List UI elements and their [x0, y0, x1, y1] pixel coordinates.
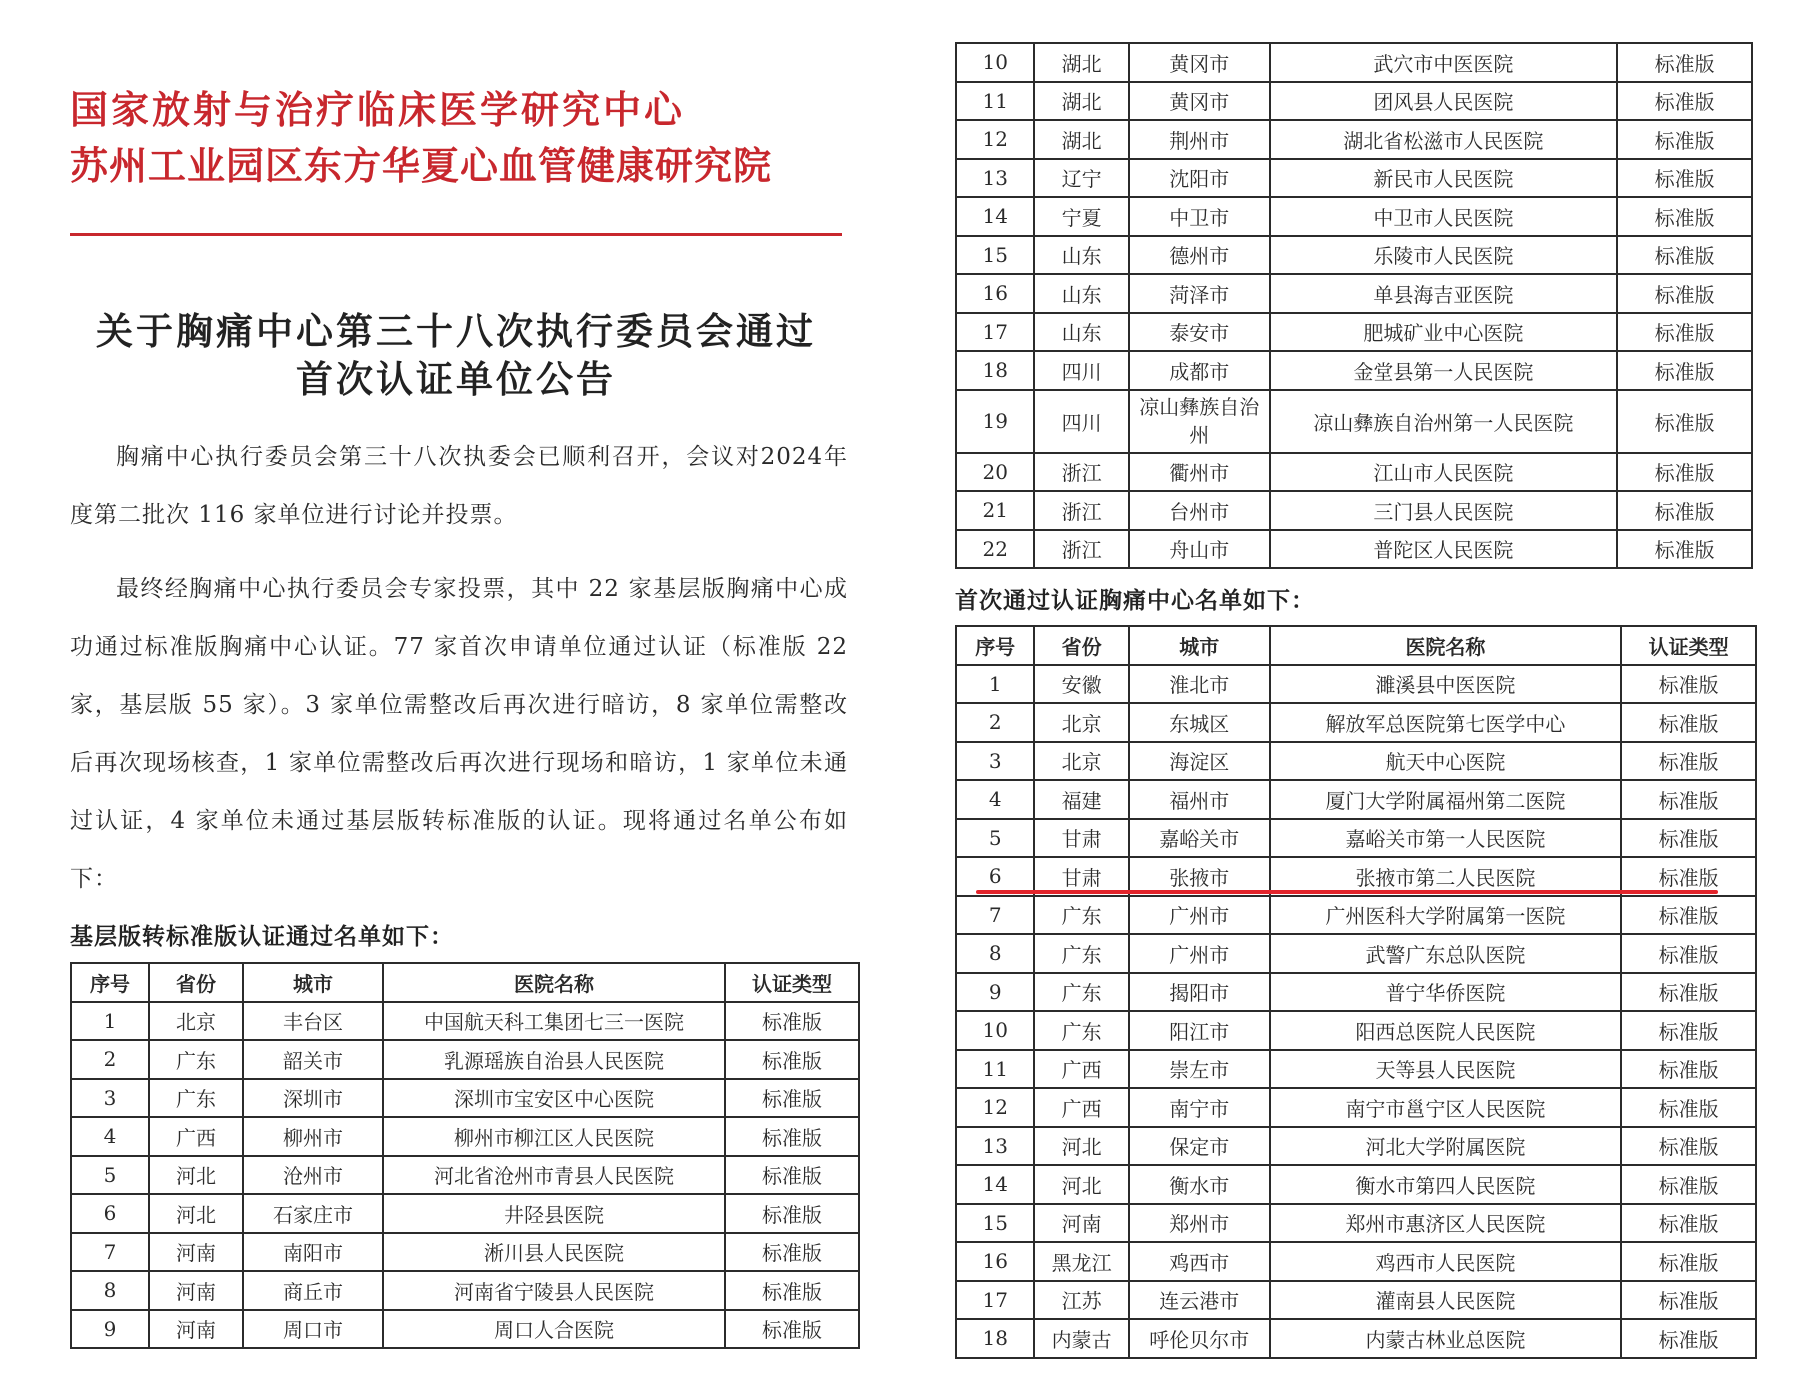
cell-city: 德州市 [1129, 236, 1270, 275]
cell-hospital: 团风县人民医院 [1270, 82, 1618, 121]
cell-type: 标准版 [1617, 351, 1752, 390]
cell-type: 标准版 [1621, 1011, 1756, 1050]
cell-type: 标准版 [1621, 742, 1756, 781]
cell-city: 呼伦贝尔市 [1129, 1319, 1270, 1358]
table-row [956, 973, 1756, 1012]
org-name-line-2: 苏州工业园区东方华夏心血管健康研究院 [70, 143, 773, 188]
cell-city: 衢州市 [1129, 453, 1270, 492]
header-province: 省份 [149, 963, 243, 1002]
cell-type: 标准版 [725, 1040, 859, 1079]
cell-province: 广西 [1034, 1050, 1128, 1089]
cell-province: 湖北 [1034, 120, 1128, 159]
cell-hospital: 柳州市柳江区人民医院 [383, 1117, 725, 1156]
table-row [956, 120, 1752, 159]
cell-hospital: 单县海吉亚医院 [1270, 274, 1618, 313]
cell-hospital: 武穴市中医医院 [1270, 43, 1618, 82]
cell-no: 10 [956, 1011, 1034, 1050]
cell-hospital: 郑州市惠济区人民医院 [1270, 1204, 1622, 1243]
table-row [956, 1165, 1756, 1204]
table-row [956, 780, 1756, 819]
cell-no: 18 [956, 351, 1034, 390]
cell-no: 12 [956, 120, 1034, 159]
cell-no: 3 [956, 742, 1034, 781]
cell-city: 嘉峪关市 [1129, 819, 1270, 858]
cell-hospital: 河南省宁陵县人民医院 [383, 1271, 725, 1310]
cell-type: 标准版 [1617, 313, 1752, 352]
cell-no: 6 [71, 1194, 149, 1233]
cell-hospital: 普陀区人民医院 [1270, 530, 1618, 569]
cell-city: 丰台区 [243, 1002, 383, 1041]
cell-province: 广西 [149, 1117, 243, 1156]
cell-hospital: 河北省沧州市青县人民医院 [383, 1156, 725, 1195]
header-no: 序号 [71, 963, 149, 1002]
table-row [71, 1117, 859, 1156]
cell-province: 河北 [1034, 1127, 1128, 1166]
table-row [71, 1079, 859, 1118]
cell-hospital: 中国航天科工集团七三一医院 [383, 1002, 725, 1041]
cell-type: 标准版 [1621, 896, 1756, 935]
cell-province: 甘肃 [1034, 819, 1128, 858]
cell-type: 标准版 [1621, 857, 1756, 896]
cell-hospital: 河北大学附属医院 [1270, 1127, 1622, 1166]
cell-province: 河北 [149, 1156, 243, 1195]
cell-province: 甘肃 [1034, 857, 1128, 896]
table-row [956, 1088, 1756, 1127]
cell-type: 标准版 [1617, 236, 1752, 275]
red-highlight-underline [976, 890, 1718, 894]
table-row [956, 43, 1752, 82]
first-certification-table [955, 625, 1757, 1359]
header-no: 序号 [956, 626, 1034, 665]
cell-city: 南宁市 [1129, 1088, 1270, 1127]
cell-hospital: 乳源瑶族自治县人民医院 [383, 1040, 725, 1079]
cell-no: 16 [956, 1242, 1034, 1281]
cell-no: 9 [956, 973, 1034, 1012]
cell-city: 阳江市 [1129, 1011, 1270, 1050]
cell-type: 标准版 [725, 1117, 859, 1156]
cell-city: 张掖市 [1129, 857, 1270, 896]
cell-city: 淮北市 [1129, 665, 1270, 704]
cell-type: 标准版 [725, 1310, 859, 1349]
cell-city: 商丘市 [243, 1271, 383, 1310]
cell-hospital: 普宁华侨医院 [1270, 973, 1622, 1012]
cell-hospital: 深圳市宝安区中心医院 [383, 1079, 725, 1118]
cell-province: 北京 [1034, 703, 1128, 742]
cell-hospital: 湖北省松滋市人民医院 [1270, 120, 1618, 159]
cell-no: 16 [956, 274, 1034, 313]
cell-hospital: 井陉县医院 [383, 1194, 725, 1233]
cell-no: 1 [71, 1002, 149, 1041]
cell-province: 湖北 [1034, 82, 1128, 121]
table-row [71, 1233, 859, 1272]
cell-hospital: 中卫市人民医院 [1270, 197, 1618, 236]
cell-hospital: 淅川县人民医院 [383, 1233, 725, 1272]
cell-type: 标准版 [1617, 43, 1752, 82]
cell-province: 河南 [149, 1310, 243, 1349]
cell-city: 揭阳市 [1129, 973, 1270, 1012]
document-title-line-1: 关于胸痛中心第三十八次执行委员会通过 [96, 310, 816, 353]
cell-no: 18 [956, 1319, 1034, 1358]
cell-province: 北京 [149, 1002, 243, 1041]
cell-type: 标准版 [1617, 82, 1752, 121]
cell-province: 广东 [1034, 1011, 1128, 1050]
cell-type: 标准版 [1621, 973, 1756, 1012]
cell-no: 22 [956, 530, 1034, 569]
cell-province: 四川 [1034, 390, 1128, 453]
table-row [956, 742, 1756, 781]
table-row [956, 390, 1752, 453]
cell-type: 标准版 [1621, 703, 1756, 742]
table-row [956, 1204, 1756, 1243]
cell-city: 南阳市 [243, 1233, 383, 1272]
cell-city: 黄冈市 [1129, 82, 1270, 121]
header-hospital: 医院名称 [1270, 626, 1622, 665]
cell-province: 广东 [1034, 973, 1128, 1012]
cell-hospital: 张掖市第二人民医院 [1270, 857, 1622, 896]
cell-city: 菏泽市 [1129, 274, 1270, 313]
cell-province: 广东 [149, 1040, 243, 1079]
cell-hospital: 金堂县第一人民医院 [1270, 351, 1618, 390]
cell-type: 标准版 [725, 1233, 859, 1272]
header-type: 认证类型 [1621, 626, 1756, 665]
cell-type: 标准版 [1617, 530, 1752, 569]
cell-city: 台州市 [1129, 491, 1270, 530]
table-row [956, 934, 1756, 973]
cell-city: 沧州市 [243, 1156, 383, 1195]
header-divider [70, 233, 842, 236]
cell-no: 1 [956, 665, 1034, 704]
table-row [956, 313, 1752, 352]
upgrade-list-table-continued [955, 42, 1753, 569]
cell-no: 11 [956, 82, 1034, 121]
cell-type: 标准版 [1621, 1204, 1756, 1243]
table-row [956, 1011, 1756, 1050]
cell-hospital: 嘉峪关市第一人民医院 [1270, 819, 1622, 858]
cell-no: 13 [956, 159, 1034, 198]
cell-no: 21 [956, 491, 1034, 530]
cell-type: 标准版 [725, 1002, 859, 1041]
cell-type: 标准版 [725, 1156, 859, 1195]
upgrade-list-table [70, 962, 860, 1349]
cell-city: 广州市 [1129, 934, 1270, 973]
cell-no: 14 [956, 1165, 1034, 1204]
cell-city: 连云港市 [1129, 1281, 1270, 1320]
cell-province: 内蒙古 [1034, 1319, 1128, 1358]
cell-no: 17 [956, 313, 1034, 352]
cell-type: 标准版 [1621, 1281, 1756, 1320]
cell-type: 标准版 [1617, 453, 1752, 492]
cell-city: 韶关市 [243, 1040, 383, 1079]
cell-type: 标准版 [1621, 780, 1756, 819]
cell-no: 15 [956, 1204, 1034, 1243]
cell-hospital: 鸡西市人民医院 [1270, 1242, 1622, 1281]
cell-hospital: 乐陵市人民医院 [1270, 236, 1618, 275]
cell-city: 荆州市 [1129, 120, 1270, 159]
cell-hospital: 内蒙古林业总医院 [1270, 1319, 1622, 1358]
cell-province: 北京 [1034, 742, 1128, 781]
header-province: 省份 [1034, 626, 1128, 665]
cell-province: 浙江 [1034, 491, 1128, 530]
cell-hospital: 肥城矿业中心医院 [1270, 313, 1618, 352]
cell-province: 宁夏 [1034, 197, 1128, 236]
cell-province: 广东 [1034, 934, 1128, 973]
table-row [956, 351, 1752, 390]
table-row [956, 159, 1752, 198]
cell-no: 2 [71, 1040, 149, 1079]
cell-type: 标准版 [1621, 934, 1756, 973]
cell-city: 深圳市 [243, 1079, 383, 1118]
table-row [956, 1242, 1756, 1281]
cell-city: 成都市 [1129, 351, 1270, 390]
table-row [956, 1050, 1756, 1089]
cell-type: 标准版 [725, 1194, 859, 1233]
table-row [71, 1194, 859, 1233]
document-title [70, 308, 842, 404]
cell-type: 标准版 [1621, 665, 1756, 704]
table-row [956, 703, 1756, 742]
cell-no: 4 [71, 1117, 149, 1156]
table-row [71, 1156, 859, 1195]
header-city: 城市 [1129, 626, 1270, 665]
cell-province: 江苏 [1034, 1281, 1128, 1320]
cell-no: 12 [956, 1088, 1034, 1127]
cell-province: 河南 [149, 1233, 243, 1272]
cell-hospital: 新民市人民医院 [1270, 159, 1618, 198]
cell-no: 7 [956, 896, 1034, 935]
cell-province: 河南 [149, 1271, 243, 1310]
cell-hospital: 三门县人民医院 [1270, 491, 1618, 530]
table-row [71, 1310, 859, 1349]
table-row [71, 1271, 859, 1310]
cell-province: 河北 [1034, 1165, 1128, 1204]
cell-no: 13 [956, 1127, 1034, 1166]
table-row [71, 1002, 859, 1041]
cell-type: 标准版 [725, 1271, 859, 1310]
cell-hospital: 航天中心医院 [1270, 742, 1622, 781]
upgrade-list-heading: 基层版转标准版认证通过名单如下： [70, 924, 454, 950]
cell-province: 四川 [1034, 351, 1128, 390]
table-row [956, 665, 1756, 704]
cell-type: 标准版 [1617, 491, 1752, 530]
cell-no: 5 [956, 819, 1034, 858]
cell-type: 标准版 [725, 1079, 859, 1118]
table-row [956, 1281, 1756, 1320]
cell-province: 河北 [149, 1194, 243, 1233]
cell-no: 3 [71, 1079, 149, 1118]
first-list-heading: 首次通过认证胸痛中心名单如下： [955, 588, 1315, 614]
table-header-row [956, 626, 1756, 665]
cell-province: 福建 [1034, 780, 1128, 819]
cell-city: 石家庄市 [243, 1194, 383, 1233]
cell-city: 保定市 [1129, 1127, 1270, 1166]
cell-city: 郑州市 [1129, 1204, 1270, 1243]
table-row [956, 82, 1752, 121]
cell-hospital: 厦门大学附属福州第二医院 [1270, 780, 1622, 819]
cell-province: 广东 [149, 1079, 243, 1118]
table-row [956, 236, 1752, 275]
cell-type: 标准版 [1617, 274, 1752, 313]
cell-type: 标准版 [1621, 1319, 1756, 1358]
cell-city: 广州市 [1129, 896, 1270, 935]
cell-city: 周口市 [243, 1310, 383, 1349]
cell-city: 福州市 [1129, 780, 1270, 819]
table-row [956, 896, 1756, 935]
cell-no: 7 [71, 1233, 149, 1272]
cell-hospital: 灌南县人民医院 [1270, 1281, 1622, 1320]
cell-no: 19 [956, 390, 1034, 453]
cell-hospital: 阳西总医院人民医院 [1270, 1011, 1622, 1050]
cell-city: 沈阳市 [1129, 159, 1270, 198]
table-row [956, 530, 1752, 569]
cell-province: 广东 [1034, 896, 1128, 935]
cell-no: 20 [956, 453, 1034, 492]
cell-city: 柳州市 [243, 1117, 383, 1156]
table-row [956, 274, 1752, 313]
cell-hospital: 解放军总医院第七医学中心 [1270, 703, 1622, 742]
cell-type: 标准版 [1621, 819, 1756, 858]
cell-province: 湖北 [1034, 43, 1128, 82]
header-city: 城市 [243, 963, 383, 1002]
cell-hospital: 广州医科大学附属第一医院 [1270, 896, 1622, 935]
cell-type: 标准版 [1621, 1127, 1756, 1166]
cell-hospital: 武警广东总队医院 [1270, 934, 1622, 973]
cell-city: 舟山市 [1129, 530, 1270, 569]
cell-city: 凉山彝族自治州 [1129, 390, 1270, 453]
cell-no: 5 [71, 1156, 149, 1195]
cell-no: 6 [956, 857, 1034, 896]
cell-province: 安徽 [1034, 665, 1128, 704]
cell-hospital: 周口人合医院 [383, 1310, 725, 1349]
header-hospital: 医院名称 [383, 963, 725, 1002]
cell-city: 崇左市 [1129, 1050, 1270, 1089]
cell-no: 11 [956, 1050, 1034, 1089]
cell-hospital: 南宁市邕宁区人民医院 [1270, 1088, 1622, 1127]
cell-hospital: 衡水市第四人民医院 [1270, 1165, 1622, 1204]
cell-no: 9 [71, 1310, 149, 1349]
cell-hospital: 天等县人民医院 [1270, 1050, 1622, 1089]
cell-hospital: 濉溪县中医医院 [1270, 665, 1622, 704]
cell-province: 浙江 [1034, 453, 1128, 492]
cell-city: 东城区 [1129, 703, 1270, 742]
cell-province: 广西 [1034, 1088, 1128, 1127]
cell-type: 标准版 [1617, 197, 1752, 236]
cell-city: 鸡西市 [1129, 1242, 1270, 1281]
cell-no: 8 [71, 1271, 149, 1310]
body-paragraph-2: 最终经胸痛中心执行委员会专家投票，其中 22 家基层版胸痛中心成功通过标准版胸痛中心认证。77 家首次申请单位通过认证（标准版 22 家，基层版 55 家）。3 家单位需整改后再次进行暗访，8 家单位需整改后再次现场核查，1 家单位需整改后再次进行现场和暗访，1 家单位未通过认证，4 家单位未通过基层版转标准版的认证。现将通过名单公布如下： [70, 576, 848, 892]
cell-city: 衡水市 [1129, 1165, 1270, 1204]
org-name-line-1: 国家放射与治疗临床医学研究中心 [70, 87, 686, 132]
table-header-row [71, 963, 859, 1002]
body-paragraph-1: 胸痛中心执行委员会第三十八次执委会已顺利召开，会议对2024年度第二批次 116 家单位进行讨论并投票。 [70, 444, 848, 528]
table-row [956, 197, 1752, 236]
cell-hospital: 江山市人民医院 [1270, 453, 1618, 492]
cell-city: 黄冈市 [1129, 43, 1270, 82]
header-type: 认证类型 [725, 963, 859, 1002]
cell-province: 黑龙江 [1034, 1242, 1128, 1281]
org-header [70, 82, 850, 194]
cell-no: 15 [956, 236, 1034, 275]
cell-province: 山东 [1034, 274, 1128, 313]
cell-hospital: 凉山彝族自治州第一人民医院 [1270, 390, 1618, 453]
cell-type: 标准版 [1621, 1165, 1756, 1204]
cell-type: 标准版 [1617, 159, 1752, 198]
cell-no: 14 [956, 197, 1034, 236]
cell-type: 标准版 [1617, 390, 1752, 453]
cell-province: 河南 [1034, 1204, 1128, 1243]
cell-no: 2 [956, 703, 1034, 742]
table-row [956, 453, 1752, 492]
cell-type: 标准版 [1617, 120, 1752, 159]
cell-type: 标准版 [1621, 1050, 1756, 1089]
cell-city: 海淀区 [1129, 742, 1270, 781]
table-row [956, 819, 1756, 858]
cell-no: 17 [956, 1281, 1034, 1320]
table-row [956, 491, 1752, 530]
table-row [956, 1319, 1756, 1358]
cell-province: 山东 [1034, 236, 1128, 275]
cell-type: 标准版 [1621, 1242, 1756, 1281]
cell-no: 8 [956, 934, 1034, 973]
cell-province: 辽宁 [1034, 159, 1128, 198]
table-row [71, 1040, 859, 1079]
document-title-line-2: 首次认证单位公告 [296, 358, 616, 401]
cell-province: 浙江 [1034, 530, 1128, 569]
cell-no: 4 [956, 780, 1034, 819]
table-row [956, 1127, 1756, 1166]
cell-province: 山东 [1034, 313, 1128, 352]
cell-type: 标准版 [1621, 1088, 1756, 1127]
cell-city: 泰安市 [1129, 313, 1270, 352]
cell-no: 10 [956, 43, 1034, 82]
cell-city: 中卫市 [1129, 197, 1270, 236]
